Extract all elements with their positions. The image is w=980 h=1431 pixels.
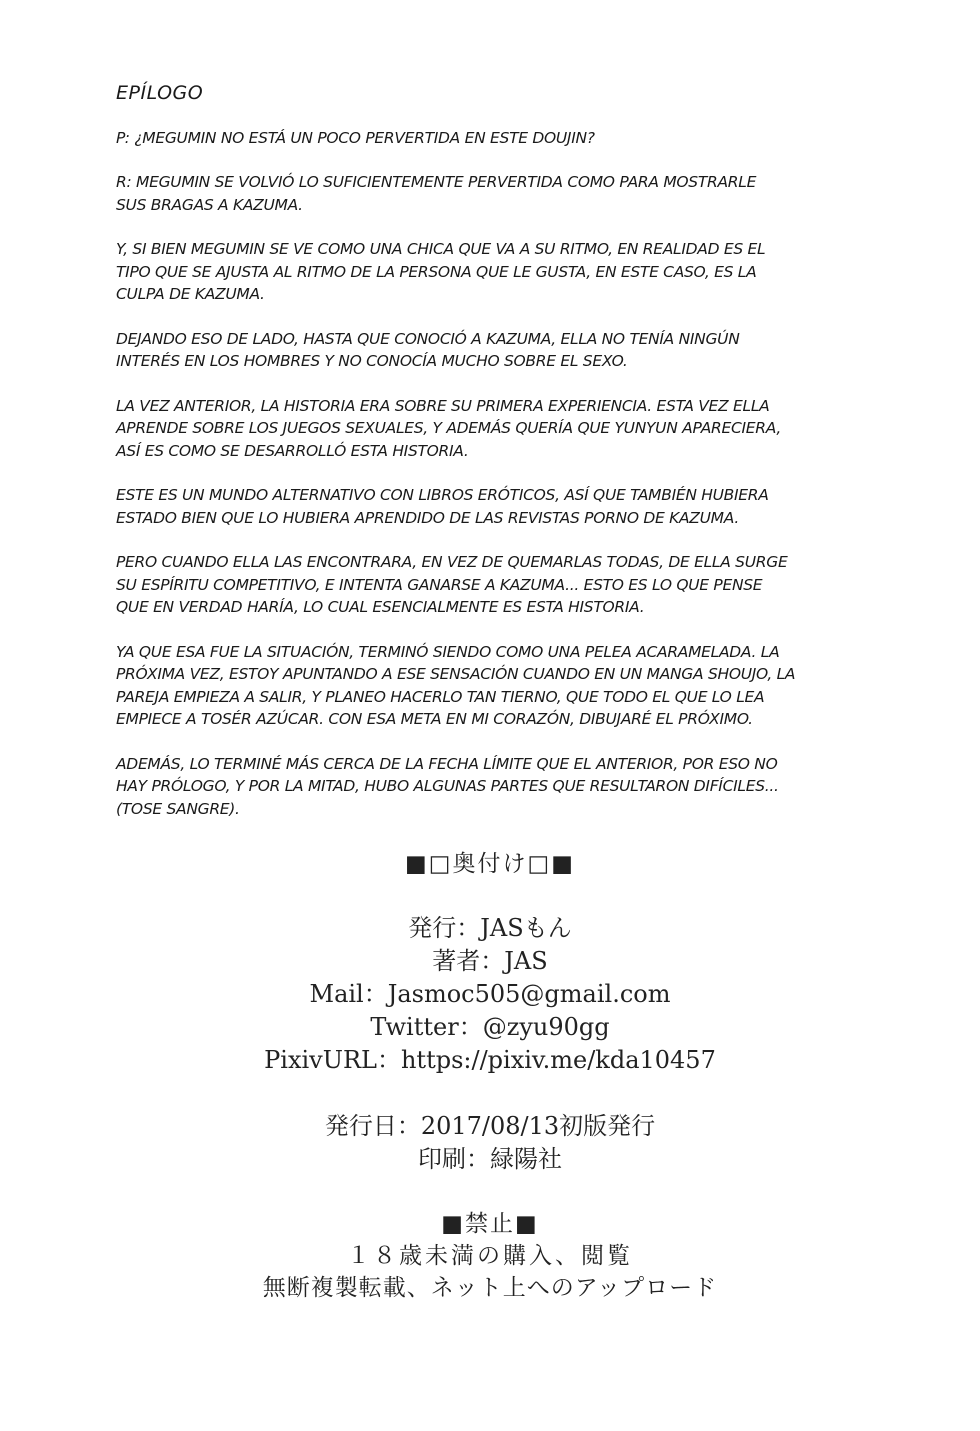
mail-line: Mail：Jasmoc505@gmail.com bbox=[309, 980, 671, 1008]
epilogue-paragraph: ADEMÁS, LO TERMINÉ MÁS CERCA DE LA FECHA LÍMITE QUE EL ANTERIOR, POR ESO NO HAY PRÓLOGO, Y POR LA MITAD, HUBO ALGUNAS PARTES QUE RESULTARON DIFÍCILES... (TOSE SANGRE). bbox=[116, 754, 779, 818]
epilogue-paragraph: YA QUE ESA FUE LA SITUACIÓN, TERMINÓ SIENDO COMO UNA PELEA ACARAMELADA. LA PRÓXIMA VEZ, ESTOY APUNTANDO A ESE SENSACIÓN CUANDO EN UN MANGA SHOUJO, LA PAREJA EMPIEZA A SALIR, Y PLANEO HACERLO TAN TIERNO, QUE TODO EL QUE LO LEA EMPIECE A TOSÉR AZÚCAR. CON ESA META EN MI CORAZÓN, DIBUJARÉ EL PRÓXIMO. bbox=[116, 642, 796, 728]
epilogue-paragraph: DEJANDO ESO DE LADO, HASTA QUE CONOCIÓ A KAZUMA, ELLA NO TENÍA NINGÚN INTERÉS EN LOS HOMBRES Y NO CONOCÍA MUCHO SOBRE EL SEXO. bbox=[116, 329, 740, 370]
epilogue-title: EPÍLOGO bbox=[116, 82, 204, 104]
epilogue-paragraph: ESTE ES UN MUNDO ALTERNATIVO CON LIBROS ERÓTICOS, ASÍ QUE TAMBIÉN HUBIERA ESTADO BIEN QUE LO HUBIERA APRENDIDO DE LAS REVISTAS PORNO DE KAZUMA. bbox=[116, 486, 769, 527]
epilogue-paragraph: LA VEZ ANTERIOR, LA HISTORIA ERA SOBRE SU PRIMERA EXPERIENCIA. ESTA VEZ ELLA APRENDE SOBRE LOS JUEGOS SEXUALES, Y ADEMÁS QUERÍA QUE YUNYUN APARECIERA, ASÍ ES COMO SE DESARROLLÓ ESTA HISTORIA. bbox=[116, 396, 781, 460]
prohibited-heading: ■禁止■ bbox=[441, 1211, 539, 1237]
issue-date-line: 発行日：2017/08/13初版発行 bbox=[324, 1112, 656, 1140]
twitter-line: Twitter：@zyu90gg bbox=[370, 1013, 610, 1041]
colophon-credits bbox=[0, 912, 980, 1077]
colophon-title: ■□奥付け□■ bbox=[405, 851, 575, 877]
epilogue-paragraph: R: MEGUMIN SE VOLVIÓ LO SUFICIENTEMENTE PERVERTIDA COMO PARA MOSTRARLE SUS BRAGAS A KAZUMA. bbox=[116, 173, 757, 214]
author-line: 著者：JAS bbox=[432, 947, 548, 975]
prohibited-line: １８歳未満の購入、閲覧 bbox=[347, 1243, 633, 1269]
epilogue-paragraph: P: ¿MEGUMIN NO ESTÁ UN POCO PERVERTIDA EN ESTE DOUJIN? bbox=[116, 128, 595, 147]
prohibited-section bbox=[0, 1208, 980, 1304]
publication-info bbox=[0, 1110, 980, 1176]
epilogue-paragraph: Y, SI BIEN MEGUMIN SE VE COMO UNA CHICA QUE VA A SU RITMO, EN REALIDAD ES EL TIPO QUE SE AJUSTA AL RITMO DE LA PERSONA QUE LE GUSTA, EN ESTE CASO, ES LA CULPA DE KAZUMA. bbox=[116, 240, 766, 303]
epilogue-paragraph: PERO CUANDO ELLA LAS ENCONTRARA, EN VEZ DE QUEMARLAS TODAS, DE ELLA SURGE SU ESPÍRITU COMPETITIVO, E INTENTA GANARSE A KAZUMA... ESTO ES LO QUE PENSE QUE EN VERDAD HARÍA, LO CUAL ESENCIALMENTE ES ESTA HISTORIA. bbox=[116, 553, 788, 616]
printer-line: 印刷：緑陽社 bbox=[418, 1145, 562, 1173]
pixiv-url-line: PixivURL：https://pixiv.me/kda10457 bbox=[264, 1046, 716, 1074]
epilogue-section bbox=[116, 82, 861, 842]
publisher-line: 発行：JASもん bbox=[408, 914, 572, 942]
prohibited-line: 無断複製転載、ネット上へのアップロード bbox=[262, 1275, 718, 1301]
